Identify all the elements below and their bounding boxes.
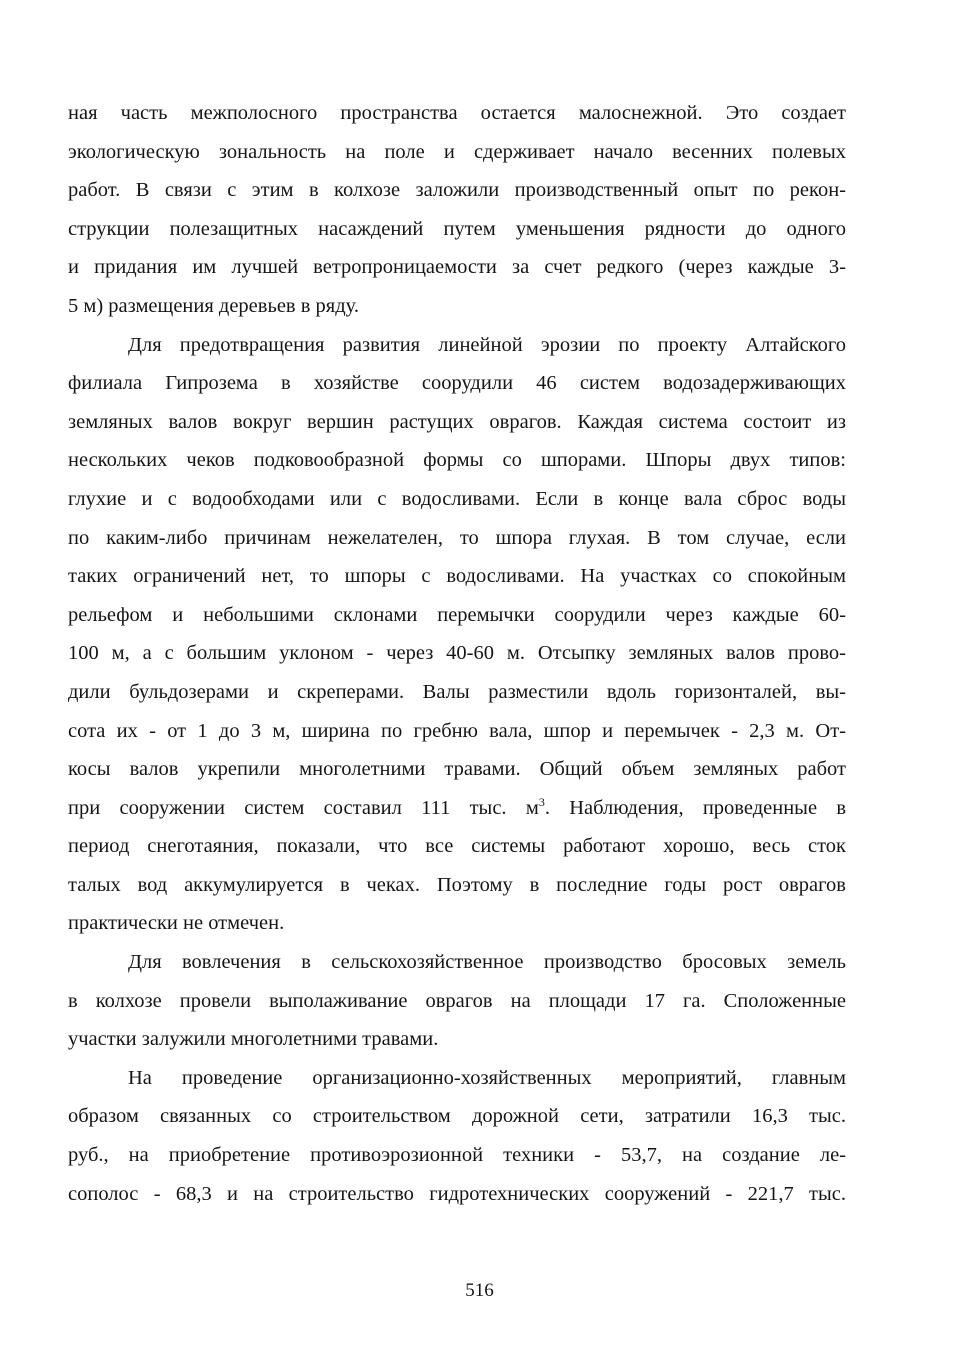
text-line: работ. В связи с этим в колхозе заложили производственный опыт по рекон- <box>68 179 846 202</box>
page-number: 516 <box>465 1280 494 1301</box>
text-line: 5 м) размещения деревьев в ряду. <box>68 294 359 317</box>
paragraph-3 <box>68 943 846 1059</box>
text-line: руб., на приобретение противоэрозионной техники - 53,7, на создание ле- <box>68 1144 846 1167</box>
text-line: участки залужили многолетними травами. <box>68 1028 439 1051</box>
text-line: струкции полезащитных насаждений путем уменьшения рядности до одного <box>68 217 846 240</box>
text-line: практически не отмечен. <box>68 912 285 935</box>
text-line: образом связанных со строительством дорожной сети, затратили 16,3 тыс. <box>68 1105 846 1128</box>
text-line: Для предотвращения развития линейной эрозии по проекту Алтайского <box>128 333 846 356</box>
paragraph-1 <box>68 94 846 326</box>
text-line: в колхозе провели выполаживание оврагов на площади 17 га. Сположенные <box>68 989 846 1012</box>
text-segment: . Наблюдения, проведенные в <box>544 796 846 819</box>
text-line: по каким-либо причинам нежелателен, то шпора глухая. В том случае, если <box>68 526 846 549</box>
text-line: Для вовлечения в сельскохозяйственное производство бросовых земель <box>128 951 846 974</box>
text-line: сота их - от 1 до 3 м, ширина по гребню вала, шпор и перемычек - 2,3 м. От- <box>68 719 846 742</box>
text-line-with-superscript <box>68 789 846 828</box>
text-line: филиала Гипрозема в хозяйстве соорудили 46 систем водозадерживающих <box>68 372 846 395</box>
text-line: талых вод аккумулируется в чеках. Поэтому в последние годы рост оврагов <box>68 873 846 896</box>
text-line: рельефом и небольшими склонами перемычки соорудили через каждые 60- <box>68 603 846 626</box>
text-line: сополос - 68,3 и на строительство гидротехнических сооружений - 221,7 тыс. <box>68 1182 846 1205</box>
text-line: ная часть межполосного пространства остается малоснежной. Это создает <box>68 102 846 124</box>
paragraph-2 <box>68 326 846 944</box>
body-text <box>68 94 846 1213</box>
text-line: глухие и с водообходами или с водосливами. Если в конце вала сброс воды <box>68 487 846 510</box>
text-line: таких ограничений нет, то шпоры с водосливами. На участках со спокойным <box>68 565 846 588</box>
text-line: косы валов укрепили многолетними травами. Общий объем земляных работ <box>68 758 846 781</box>
paragraph-4 <box>68 1059 846 1213</box>
superscript: 3 <box>538 794 545 809</box>
text-line: земляных валов вокруг вершин растущих оврагов. Каждая система состоит из <box>68 410 846 433</box>
text-line: период снеготаяния, показали, что все системы работают хорошо, весь сток <box>68 835 846 858</box>
text-line: и придания им лучшей ветропроницаемости за счет редкого (через каждые 3- <box>68 256 846 279</box>
text-line: экологическую зональность на поле и сдерживает начало весенних полевых <box>68 140 846 163</box>
text-line: 100 м, а с большим уклоном - через 40-60 м. Отсыпку земляных валов прово- <box>68 642 846 665</box>
text-line: нескольких чеков подковообразной формы со шпорами. Шпоры двух типов: <box>68 449 846 472</box>
text-line: На проведение организационно-хозяйственных мероприятий, главным <box>128 1066 846 1089</box>
text-segment: при сооружении систем составил 111 тыс. м <box>68 796 539 819</box>
text-line: дили бульдозерами и скреперами. Валы разместили вдоль горизонталей, вы- <box>68 680 846 703</box>
